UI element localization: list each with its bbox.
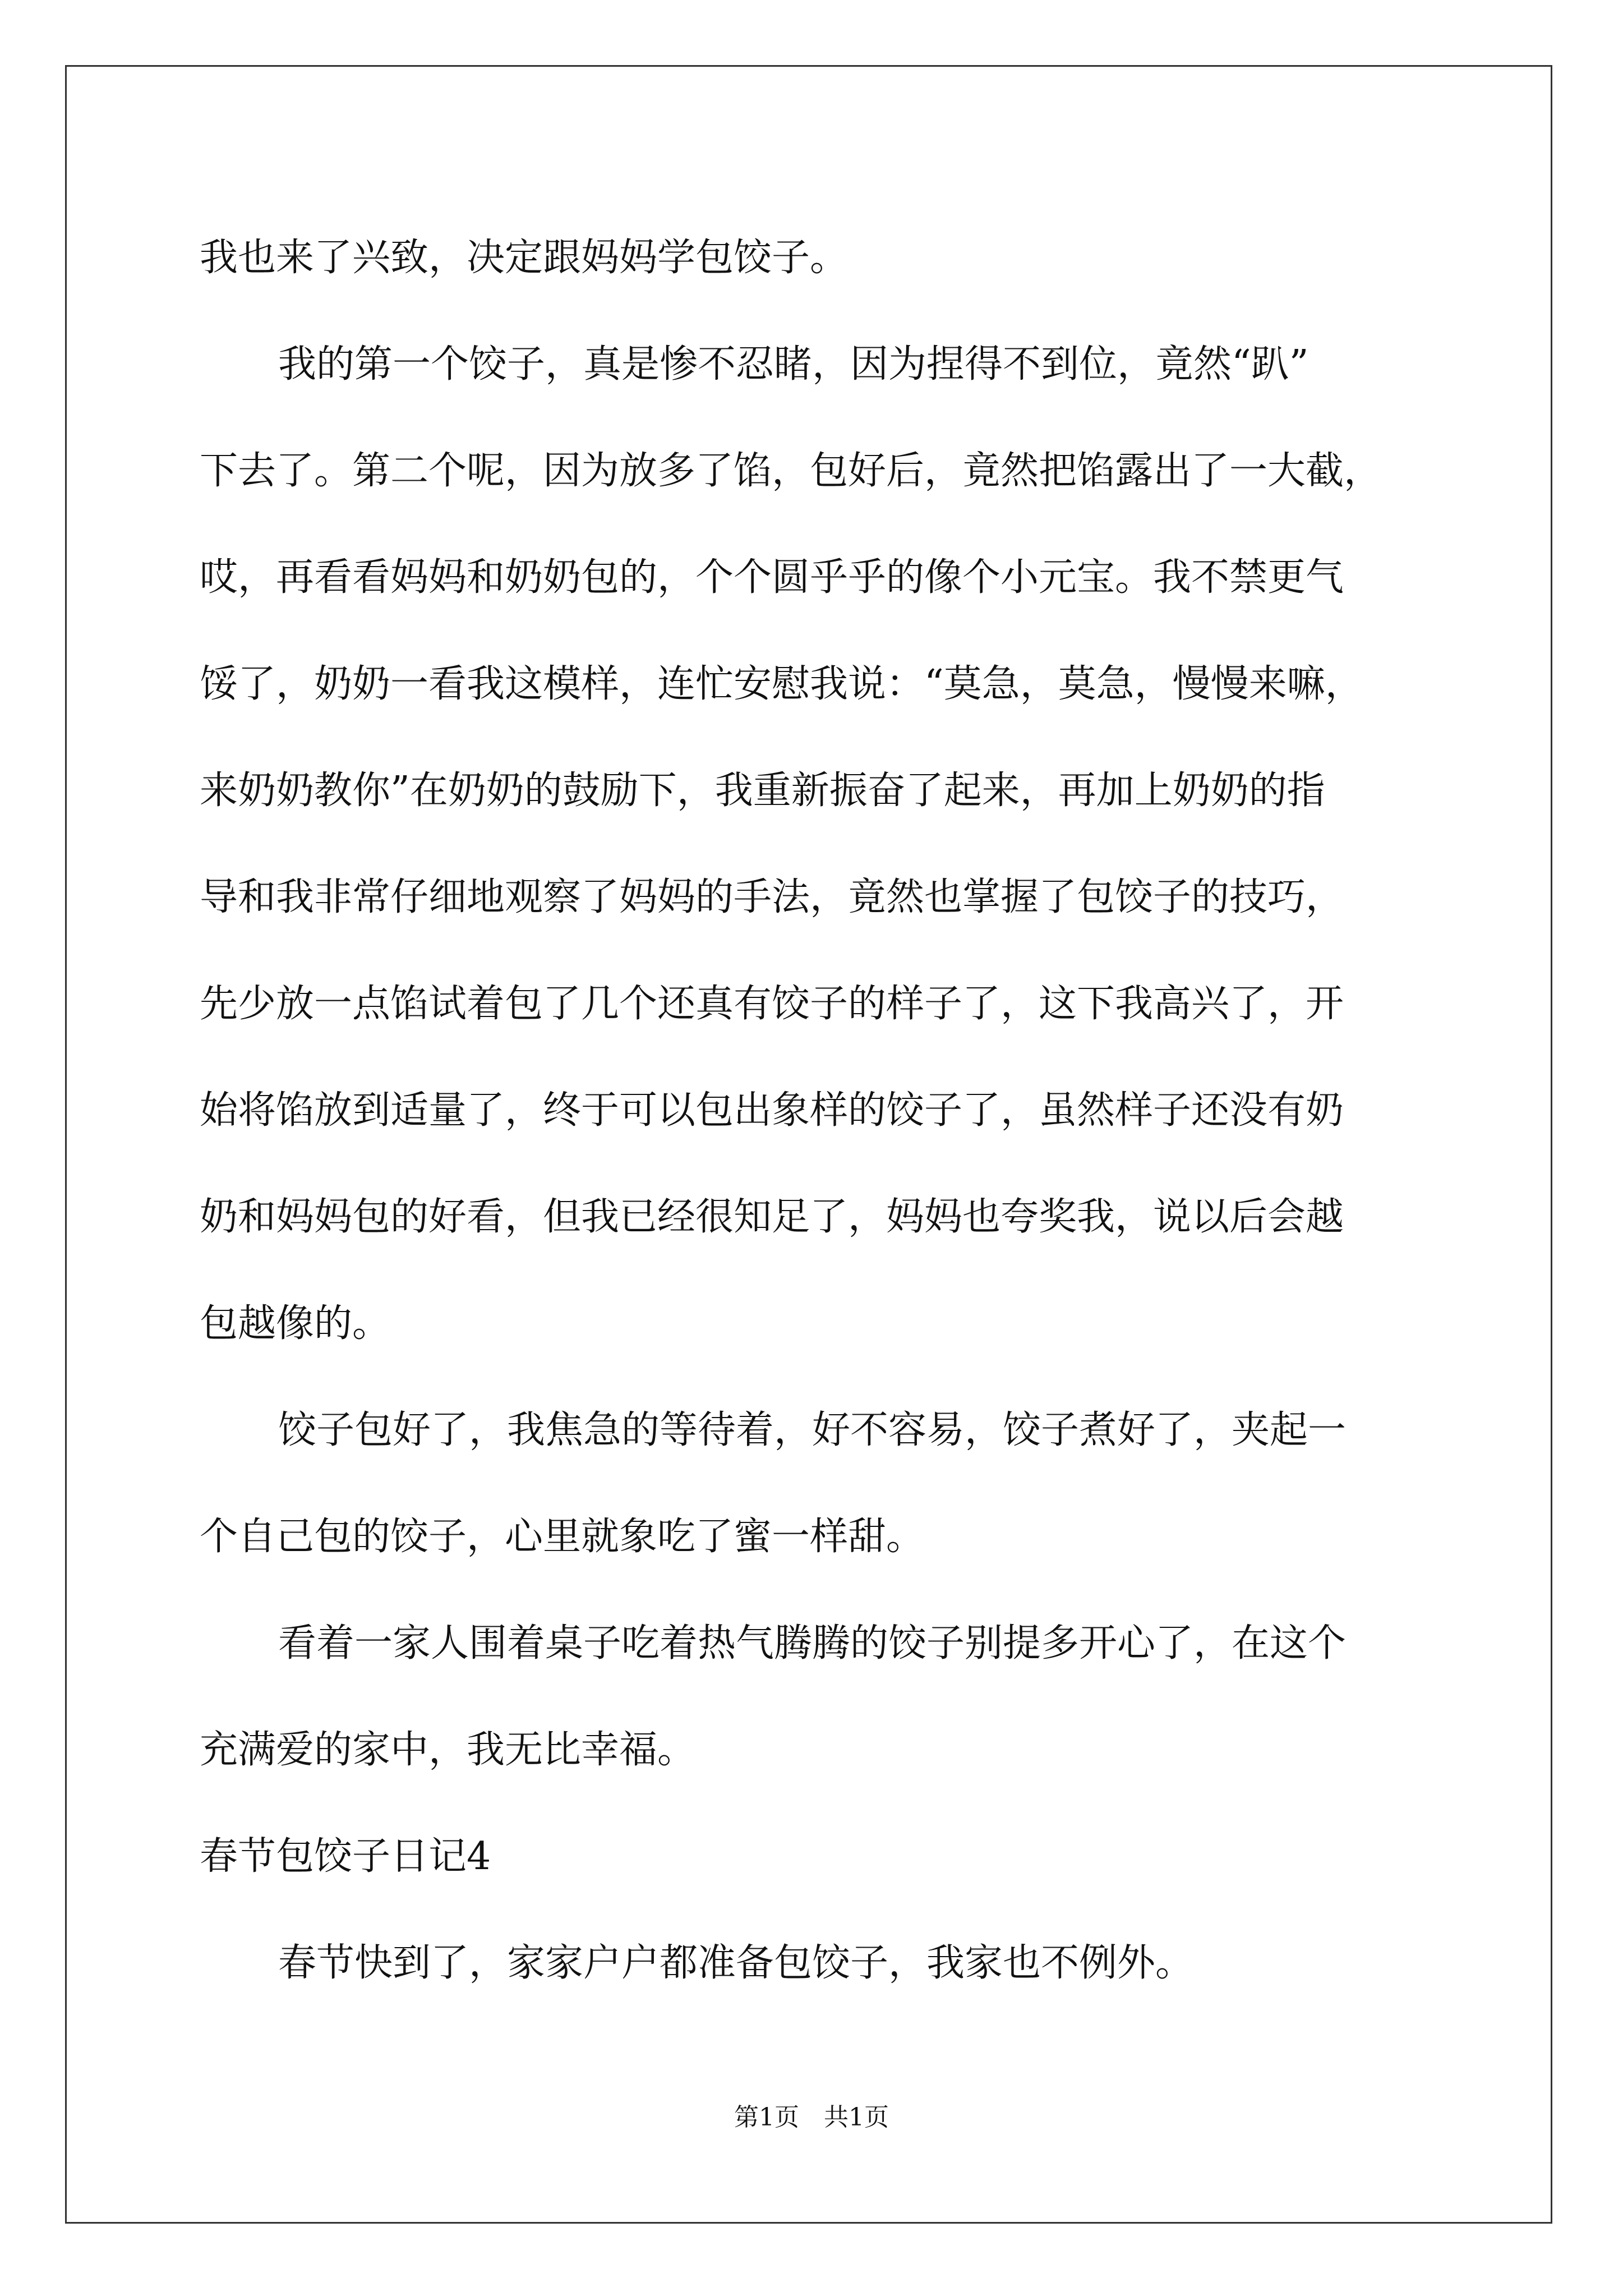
- text-line-5: 馁了，奶奶一看我这模样，连忙安慰我说：“莫急，莫急，慢慢来嘛，: [200, 662, 1363, 706]
- text-line-10: 奶和妈妈包的好看，但我已经很知足了，妈妈也夸奖我，说以后会越: [200, 1195, 1344, 1239]
- text-line-4: 哎，再看看妈妈和奶奶包的，个个圆乎乎的像个小元宝。我不禁更气: [200, 555, 1344, 600]
- text-line-7: 导和我非常仔细地观察了妈妈的手法，竟然也掌握了包饺子的技巧，: [200, 875, 1344, 919]
- text-line-15: 充满爱的家中，我无比幸福。: [200, 1728, 696, 1772]
- section-heading: 春节包饺子日记4: [200, 1834, 491, 1879]
- text-line-12: 饺子包好了，我焦急的等待着，好不容易，饺子煮好了，夹起一: [278, 1408, 1347, 1452]
- page-footer: 第1页 共1页: [734, 2103, 889, 2132]
- text-line-9: 始将馅放到适量了，终于可以包出象样的饺子了，虽然样子还没有奶: [200, 1088, 1344, 1133]
- text-line-11: 包越像的。: [200, 1301, 391, 1346]
- text-line-3: 下去了。第二个呢，因为放多了馅，包好后，竟然把馅露出了一大截，: [200, 449, 1382, 493]
- text-line-6: 来奶奶教你”在奶奶的鼓励下，我重新振奋了起来，再加上奶奶的指: [200, 769, 1325, 813]
- document-body: [200, 205, 1433, 2017]
- text-line-1: 我也来了兴致，决定跟妈妈学包饺子。: [200, 236, 849, 280]
- text-line-8: 先少放一点馅试着包了几个还真有饺子的样子了，这下我高兴了，开: [200, 982, 1344, 1026]
- text-line-2: 我的第一个饺子，真是惨不忍睹，因为捏得不到位，竟然“趴”: [278, 342, 1309, 386]
- text-line-13: 个自己包的饺子，心里就象吃了蜜一样甜。: [200, 1515, 925, 1559]
- text-line-17: 春节快到了，家家户户都准备包饺子，我家也不例外。: [278, 1941, 1194, 1985]
- text-line-14: 看着一家人围着桌子吃着热气腾腾的饺子别提多开心了，在这个: [278, 1621, 1347, 1665]
